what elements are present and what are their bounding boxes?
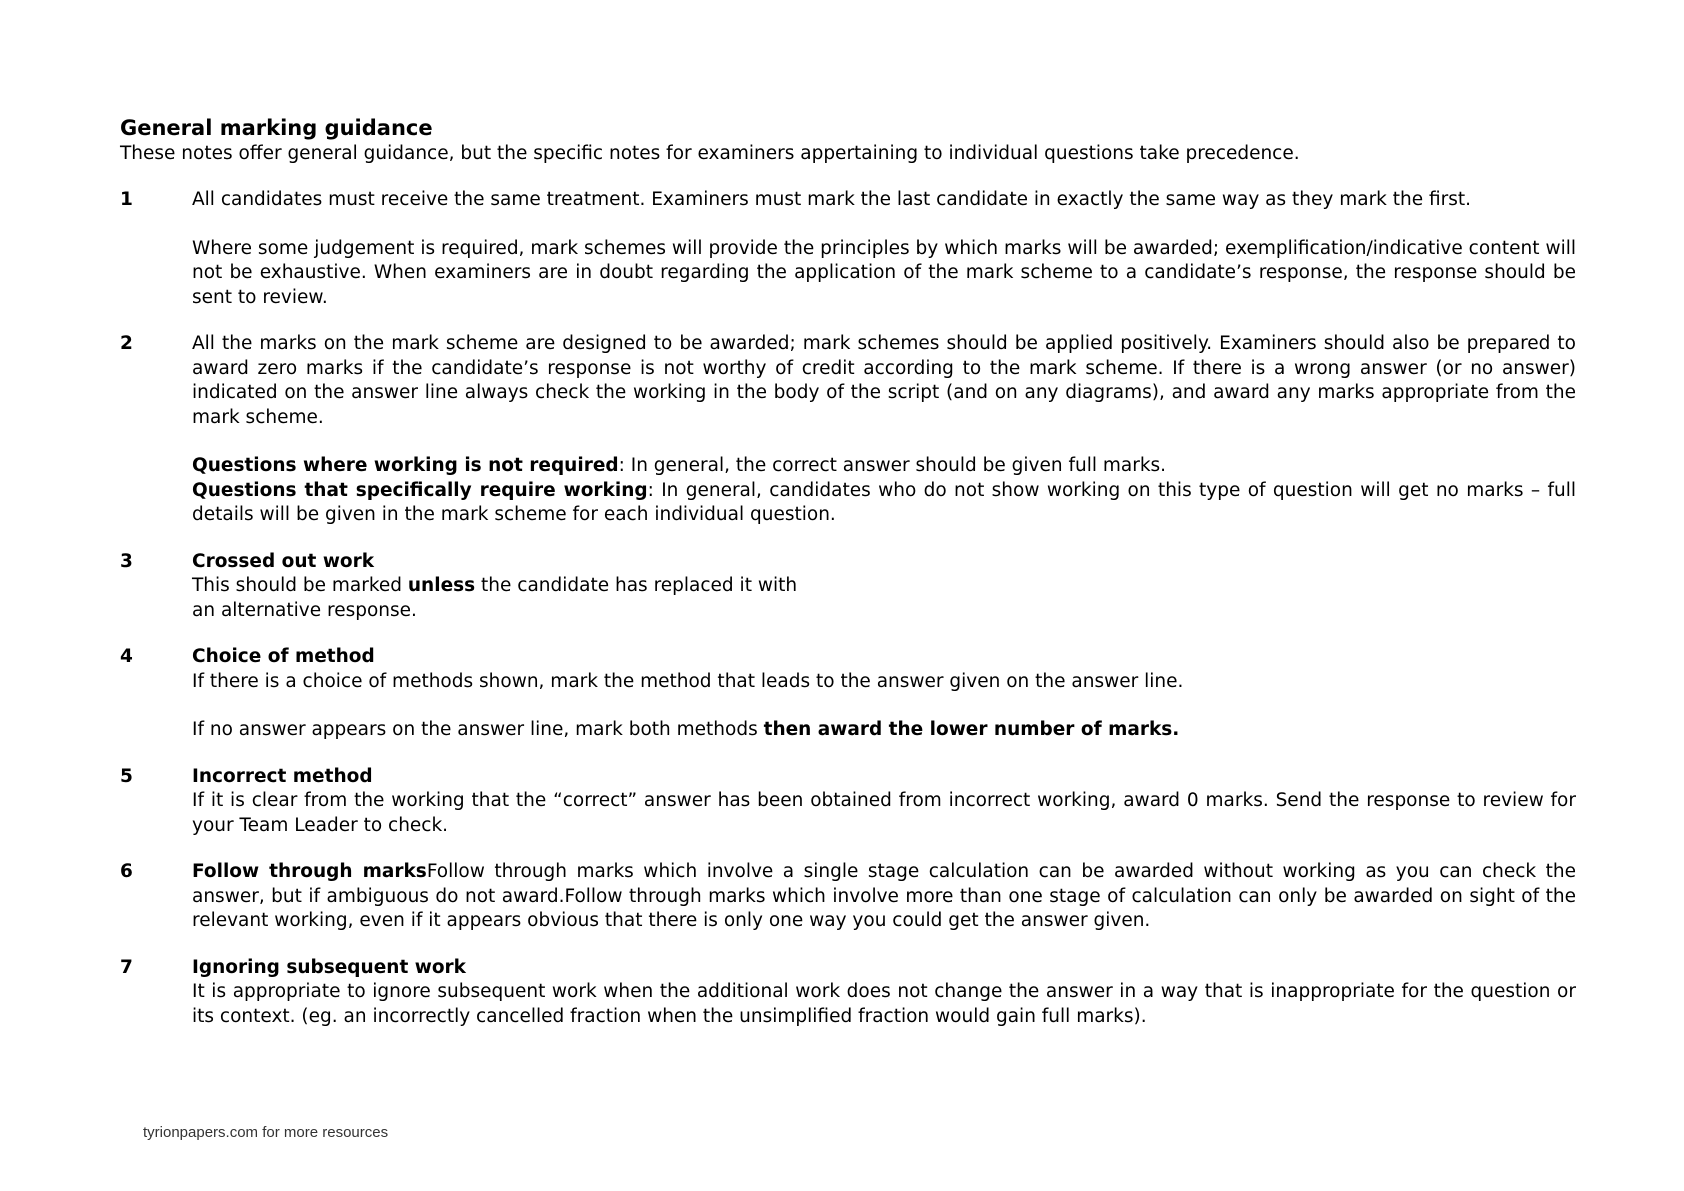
guidance-item-3 [120,550,1576,624]
item-number: 4 [120,646,133,667]
bold-text-run: unless [407,575,476,596]
item-paragraph: an alternative response. [192,599,417,621]
item-number: 5 [120,765,133,787]
item-paragraph: It is appropriate to ignore subsequent work when the additional work does not change the answer in a way that is inappropriate for the question or its context. (eg. an incorrectly cancelled fraction when the unsimplified fraction would gain full marks). [192,981,1576,1027]
guidance-item-7 [120,956,1576,1030]
bold-text-run: then award the lower number of marks. [763,719,1180,740]
document-page [120,114,1576,1051]
item-paragraph: Where some judgement is required, mark schemes will provide the principles by which marks will be awarded; exemplification/indicative content will not be exhaustive. When examiners are in doubt regarding the application of the mark scheme to a candidate’s response, the response should be sent to review. [192,237,1576,308]
item-body [192,645,1576,743]
item-body [192,765,1576,839]
intro-text: These notes offer general guidance, but the specific notes for examiners appertaining to individual questions take precedence. [120,143,1300,164]
item-number: 2 [120,333,133,354]
item-heading: Ignoring subsequent work [192,956,466,978]
item-heading: Follow through marks [192,861,427,882]
item-number: 6 [120,861,133,882]
text-run: Follow through marks which involve a single stage calculation can be awarded without working as you can check the answer, but if ambiguous do not award.Follow through marks which involve more than one stage of calculation can only be awarded on sight of the relevant working, even if it appears obvious that there is only one way you could get the answer given. [192,861,1576,931]
item-number: 3 [120,550,133,572]
text-run: If no answer appears on the answer line, mark both methods [192,719,764,740]
item-paragraph [192,718,1576,743]
item-body [192,332,1576,528]
guidance-item-6 [120,860,1576,934]
page-footer: tyrionpapers.com for more resources [143,1124,389,1141]
item-body [192,550,1576,624]
item-body [192,188,1576,310]
item-number: 1 [120,189,133,210]
note-heading: Questions where working is not required [192,455,619,476]
note-text: : In general, candidates who do not show working on this type of question will get no marks – full details will be given in the mark scheme for each individual question. [192,479,1576,525]
item-paragraph: If it is clear from the working that the “correct” answer has been obtained from incorrect working, award 0 marks. Send the response to review for your Team Leader to check. [192,790,1576,836]
working-not-required-note [192,454,1576,479]
working-required-note [192,479,1576,528]
item-paragraph [192,574,1576,599]
guidance-item-1 [120,188,1576,310]
text-run: the candidate has replaced it with [475,575,798,596]
text-run: This should be marked [192,575,408,596]
item-heading: Crossed out work [192,550,375,572]
note-heading: Questions that specifically require working [192,479,648,501]
guidance-item-2 [120,332,1576,528]
item-paragraph: All the marks on the mark scheme are designed to be awarded; mark schemes should be applied positively. Examiners should also be prepared to award zero marks if the candidate’s response is not worthy of credit according to the mark scheme. If there is a wrong answer (or no answer) indicated on the answer line always check the working in the body of the script (and on any diagrams), and award any marks appropriate from the mark scheme. [192,333,1576,428]
guidance-item-4 [120,645,1576,743]
item-paragraph [192,860,1576,934]
item-paragraph: All candidates must receive the same treatment. Examiners must mark the last candidate in exactly the same way as they mark the first. [192,189,1472,210]
page-title: General marking guidance [120,116,433,140]
item-body [192,956,1576,1030]
note-text: : In general, the correct answer should be given full marks. [618,455,1167,476]
item-heading: Choice of method [192,646,375,667]
item-paragraph: If there is a choice of methods shown, mark the method that leads to the answer given on the answer line. [192,670,1184,692]
guidance-item-5 [120,765,1576,839]
item-heading: Incorrect method [192,765,373,787]
item-body [192,860,1576,934]
item-number: 7 [120,956,133,978]
